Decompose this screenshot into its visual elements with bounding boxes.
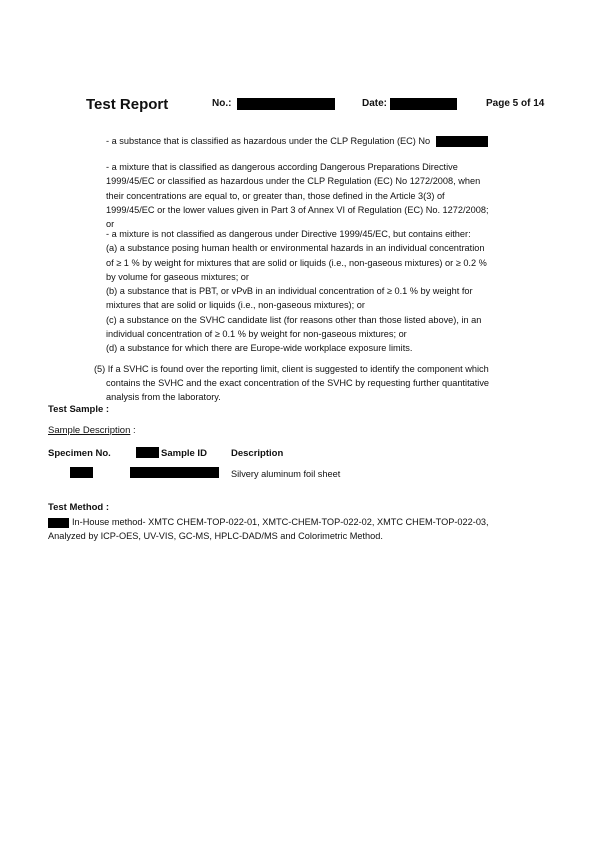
test-method-heading: Test Method : bbox=[48, 502, 110, 513]
report-number-redaction bbox=[237, 98, 335, 110]
paragraph-line: analysis from the laboratory. bbox=[106, 392, 221, 402]
report-number-label: No.: bbox=[212, 98, 232, 109]
paragraph-line: (d) a substance for which there are Europe-wide workplace exposure limits. bbox=[106, 343, 413, 354]
sample-description-label bbox=[48, 425, 136, 436]
sample-description-colon: : bbox=[130, 425, 136, 436]
paragraph-line: (a) a substance posing human health or environmental hazards in an individual concentration bbox=[106, 243, 485, 254]
paragraph-line: - a mixture is not classified as dangerous under Directive 1999/45/EC, but contains either: bbox=[106, 229, 471, 239]
clp-substance-item bbox=[106, 134, 546, 148]
specimen-no-header: Specimen No. bbox=[48, 448, 111, 459]
clp-substance-text: - a substance that is classified as hazardous under the CLP Regulation (EC) No bbox=[106, 136, 431, 146]
description-header: Description bbox=[231, 448, 284, 459]
sample-description-cell: Silvery aluminum foil sheet bbox=[231, 469, 341, 479]
method-line-text: In-House method- XMTC CHEM-TOP-022-01, XMTC-CHEM-TOP-022-02, XMTC CHEM-TOP-022-03, bbox=[72, 517, 489, 527]
paragraph-line: - a mixture that is classified as dangerous according Dangerous Preparations Directive bbox=[106, 162, 458, 172]
dangerous-mixture-item bbox=[106, 160, 546, 231]
sample-id-header: Sample ID bbox=[161, 448, 207, 459]
sample-id-redaction bbox=[130, 467, 219, 478]
non-dangerous-mixture-item bbox=[106, 227, 546, 356]
paragraph-line: (5) If a SVHC is found over the reporting limit, client is suggested to identify the component which bbox=[94, 364, 489, 374]
page-indicator: Page 5 of 14 bbox=[486, 98, 545, 109]
paragraph-line: their concentrations are equal to, or greater than, those defined in the Article 3(3) of bbox=[106, 190, 445, 201]
paragraph-line: (b) a substance that is PBT, or vPvB in an individual concentration of ≥ 0.1 % by weight for bbox=[106, 286, 473, 297]
paragraph-line: contains the SVHC and the exact concentration of the SVHC by requesting further quantitative bbox=[106, 378, 490, 388]
report-date-redaction bbox=[390, 98, 457, 110]
paragraph-line: individual concentration of ≥ 0.1 % by weight for non-gaseous mixtures; or bbox=[106, 329, 407, 340]
method-line bbox=[48, 516, 489, 530]
report-date-label: Date: bbox=[362, 98, 388, 109]
report-title: Test Report bbox=[86, 96, 169, 113]
specimen-number-redaction bbox=[70, 467, 93, 478]
clp-number-redaction bbox=[436, 136, 488, 147]
paragraph-line: or bbox=[106, 219, 115, 230]
paragraph-line: mixtures that are solid or liquids (i.e., non-gaseous mixtures); or bbox=[106, 300, 365, 311]
paragraph-line: (c) a substance on the SVHC candidate list (for reasons other than those listed above), in an bbox=[106, 314, 482, 325]
test-method-text bbox=[48, 516, 489, 543]
paragraph-line: 1999/45/EC or the lower values given in Part 3 of Annex VI of Regulation (EC) No. 1272/2008; bbox=[106, 204, 489, 215]
method-prefix-redaction bbox=[48, 518, 69, 528]
specimen-header-redaction bbox=[136, 447, 159, 458]
sample-description-text: Sample Description bbox=[48, 425, 131, 436]
method-line: Analyzed by ICP-OES, UV-VIS, GC-MS, HPLC-DAD/MS and Colorimetric Method. bbox=[48, 530, 383, 541]
svhc-note-item bbox=[94, 362, 489, 404]
paragraph-line: by volume for gaseous mixtures; or bbox=[106, 271, 249, 282]
test-sample-heading: Test Sample : bbox=[48, 404, 110, 415]
paragraph-line: of ≥ 1 % by weight for mixtures that are solid or liquids (i.e., non-gaseous mixtures) or ≥ 0.2 % bbox=[106, 257, 487, 268]
paragraph-line: 1999/45/EC or classified as hazardous under the CLP Regulation (EC) No 1272/2008, when bbox=[106, 176, 481, 187]
